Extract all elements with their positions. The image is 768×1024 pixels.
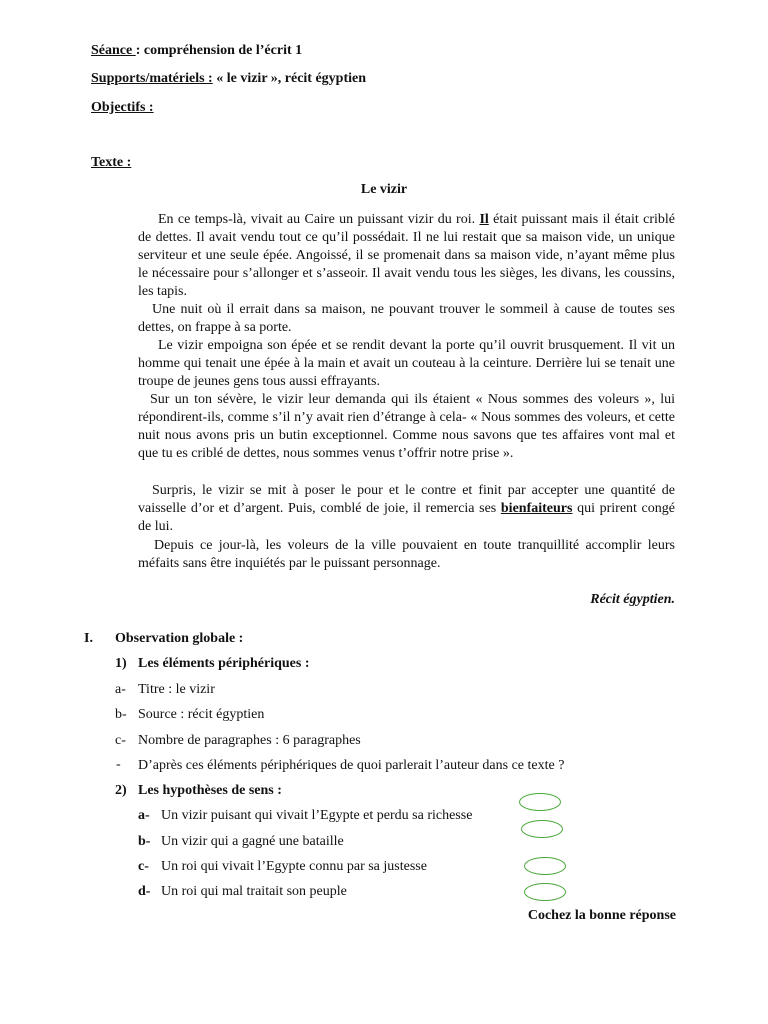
subsection-1-title: Les éléments périphériques : [138, 656, 310, 671]
item-b-marker: b- [115, 707, 127, 722]
seance-value: : compréhension de l’écrit 1 [135, 43, 303, 58]
hypothesis-c-text: Un roi qui vivait l’Egypte connu par sa justesse [161, 859, 427, 874]
paragraph-1-start: En ce temps-là, vivait au Caire un puissant vizir du roi. [158, 212, 480, 227]
item-question-marker: - [116, 757, 121, 772]
answer-oval-b[interactable] [521, 820, 563, 838]
seance-line [91, 43, 302, 59]
paragraph-5-bold-word: bienfaiteurs [500, 501, 573, 516]
item-c-marker: c- [115, 733, 126, 748]
paragraph-1-bold-word: Il [479, 212, 489, 227]
paragraph-1 [138, 211, 675, 301]
paragraph-3: Le vizir empoigna son épée et se rendit devant la porte qu’il ouvrit brusquement. Il vit un homme qui tenait une épée à la main et avait un couteau à la ceinture. Derrière lui se tenait une troupe de jeunes gens tous aussi effrayants. [138, 338, 675, 389]
subsection-1-number: 1) [115, 656, 127, 671]
text-title: Le vizir [360, 182, 408, 197]
supports-line [91, 71, 366, 87]
text-source: Récit égyptien. [590, 592, 675, 607]
answer-oval-c[interactable] [524, 857, 566, 875]
paragraph-5-rest: qui prirent congé de lui. [138, 501, 675, 534]
item-a-marker: a- [115, 682, 126, 697]
item-c-text: Nombre de paragraphes : 6 paragraphes [138, 733, 361, 748]
supports-label: Supports/matériels : [91, 71, 213, 86]
hypothesis-c-marker: c- [138, 859, 149, 874]
item-a-text: Titre : le vizir [138, 682, 215, 697]
paragraph-5 [138, 482, 675, 536]
item-question-text: D’après ces éléments périphériques de quoi parlerait l’auteur dans ce texte ? [138, 758, 565, 773]
subsection-2-title: Les hypothèses de sens : [138, 783, 282, 798]
paragraph-4: Sur un ton sévère, le vizir leur demanda qui ils étaient « Nous sommes des voleurs », lui répondirent-ils, comme s’il n’y avait rien d’étrange à cela- « Nous sommes des voleurs, et cette nuit nous avons pris un butin exceptionnel. Comme nous savons que tes affaires vont mal et que tu es criblé de dettes, nous sommes venus t’offrir notre prise ». [138, 392, 675, 461]
texte-label: Texte : [91, 155, 132, 170]
objectifs-label: Objectifs : [91, 100, 154, 115]
section-numeral: I. [84, 631, 93, 646]
hypothesis-d-text: Un roi qui mal traitait son peuple [161, 884, 347, 899]
subsection-2-number: 2) [115, 783, 127, 798]
hypothesis-d-marker: d- [138, 884, 151, 899]
answer-oval-d[interactable] [524, 883, 566, 901]
supports-value: « le vizir », récit égyptien [212, 71, 367, 86]
hypothesis-a-marker: a- [138, 808, 150, 823]
item-b-text: Source : récit égyptien [138, 707, 265, 722]
paragraph-1-rest: était puissant mais il était criblé de dettes. Il avait vendu tout ce qu’il possédait. Il ne lui restait que sa maison vide, un unique serviteur et une seule épée. Angoissé, il se promenait dans sa maison vide, n’ayant même plus le nécessaire pour s’allonger et s’asseoir. Il avait vendu tous les sièges, les divans, les coussins, les tapis. [138, 212, 675, 299]
hypothesis-b-text: Un vizir qui a gagné une bataille [161, 834, 344, 849]
hypothesis-a-text: Un vizir puisant qui vivait l’Egypte et perdu sa richesse [161, 808, 473, 823]
section-title: Observation globale : [115, 631, 244, 646]
seance-label: Séance [91, 43, 136, 58]
paragraph-2: Une nuit où il errait dans sa maison, ne pouvant trouver le sommeil à cause de toutes ses dettes, on frappe à sa porte. [138, 302, 675, 335]
paragraph-6: Depuis ce jour-là, les voleurs de la ville pouvaient en toute tranquillité accomplir leurs méfaits sans être inquiétés par le puissant personnage. [138, 538, 675, 571]
answer-oval-a[interactable] [519, 793, 561, 811]
instruction-text: Cochez la bonne réponse [527, 908, 676, 923]
hypothesis-b-marker: b- [138, 834, 151, 849]
paragraph-5-start: Surpris, le vizir se mit à poser le pour et le contre et finit par accepter une quantité de vaisselle d’or et d’argent. Puis, comblé de joie, il remercia ses [138, 483, 675, 516]
